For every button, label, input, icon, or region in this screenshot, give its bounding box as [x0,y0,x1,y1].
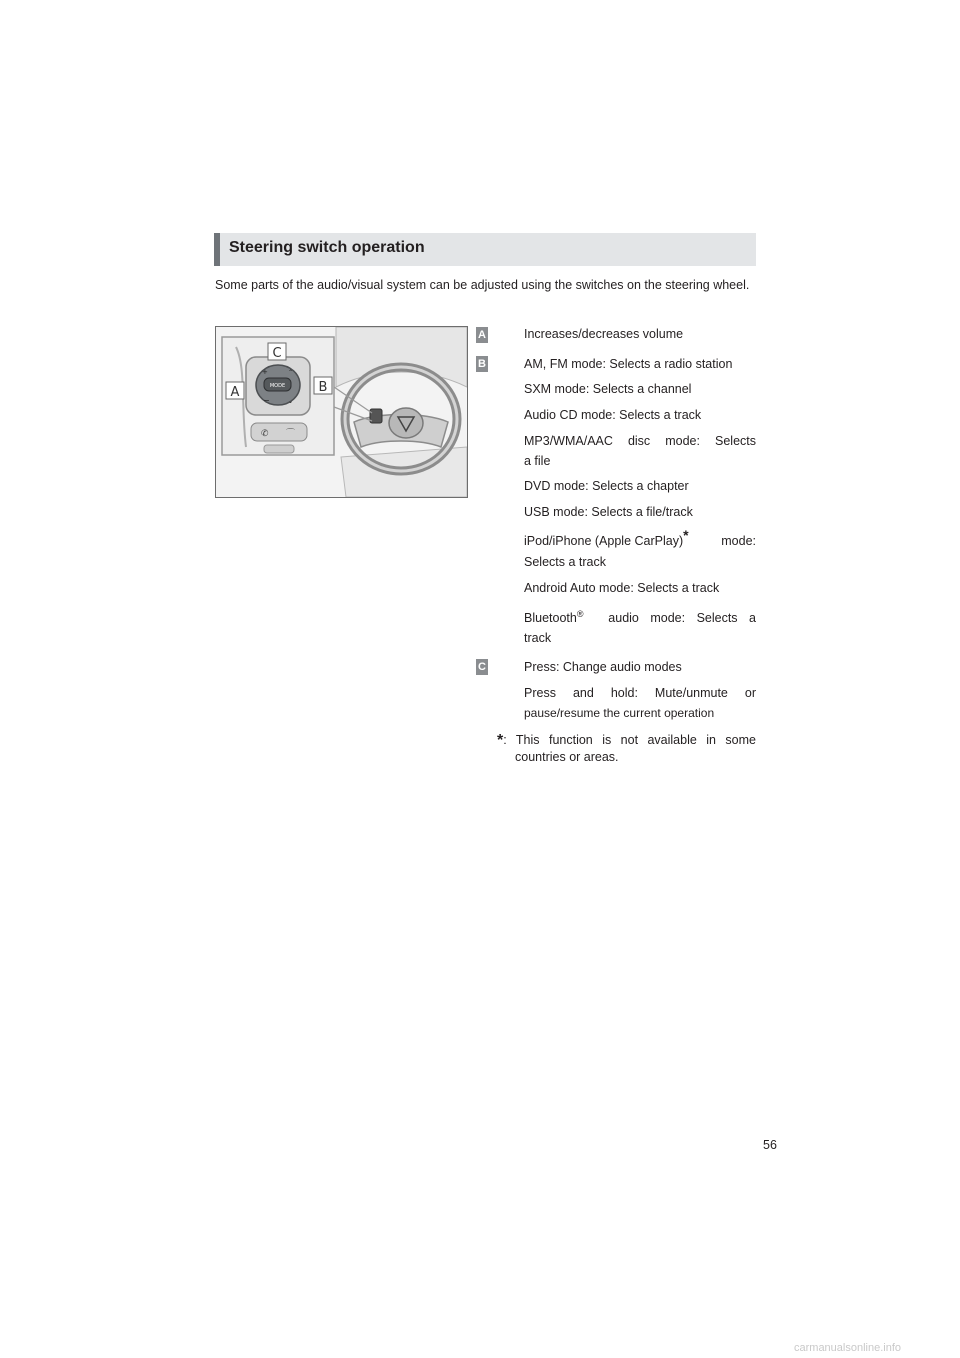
mode-button-label: MODE [269,383,286,389]
item-a-line-1: Increases/decreases volume [524,327,684,341]
callout-c: C [272,346,282,361]
item-c-line-3: pause/resume the current operation [524,706,715,720]
footnote-star: * [497,732,504,749]
footnote [497,731,756,767]
svg-text:+: + [262,368,268,376]
item-a-label: A [476,327,488,343]
steering-switch-illustration [215,326,468,498]
svg-text:✆: ✆ [261,429,269,439]
item-c-label: C [476,659,488,675]
svg-text:⌃: ⌃ [288,369,294,376]
item-b-line-9: Selects a track [524,555,606,569]
item-b-line-10: Android Auto mode: Selects a track [524,581,720,595]
item-b-line-1: AM, FM mode: Selects a radio station [524,357,733,371]
intro-paragraph: Some parts of the audio/visual system can be adjusted using the switches on the steering wheel. [215,278,750,292]
svg-text:−: − [263,396,270,405]
item-b-line-3: Audio CD mode: Selects a track [524,408,702,422]
item-b-label: B [476,356,488,372]
item-b-line-2: SXM mode: Selects a channel [524,382,692,396]
page-number: 56 [763,1138,777,1152]
item-b-line-7: USB mode: Selects a file/track [524,505,693,519]
section-header [214,233,756,266]
item-b-line-11 [524,610,756,627]
footnote-text: : This function is not available in some [503,733,756,747]
item-b-line-8 [524,526,756,550]
section-title: Steering switch operation [229,239,425,256]
ipod-mode-word: mode: [721,534,756,548]
item-c-line-2: Press and hold: Mute/unmute or [524,686,756,700]
item-b-line-5: a file [524,454,551,468]
svg-text:⌒: ⌒ [286,429,296,439]
item-b-line-12: track [524,631,552,645]
footnote-mark: * [683,526,689,543]
item-b-line-4: MP3/WMA/AAC disc mode: Selects [524,434,756,448]
item-b-line-6: DVD mode: Selects a chapter [524,479,689,493]
ipod-label: iPod/iPhone (Apple CarPlay) [524,534,684,548]
registered-mark: ® [576,608,584,619]
footnote-text-2: countries or areas. [515,750,619,764]
bluetooth-label: Bluetooth [524,611,577,625]
callout-a: A [230,385,240,400]
svg-text:⌄: ⌄ [288,398,294,405]
item-c-line-1: Press: Change audio modes [524,660,682,674]
callout-b: B [318,380,328,395]
bluetooth-rest: audio mode: Selects a [608,611,756,625]
watermark: carmanualsonline.info [794,1342,902,1354]
